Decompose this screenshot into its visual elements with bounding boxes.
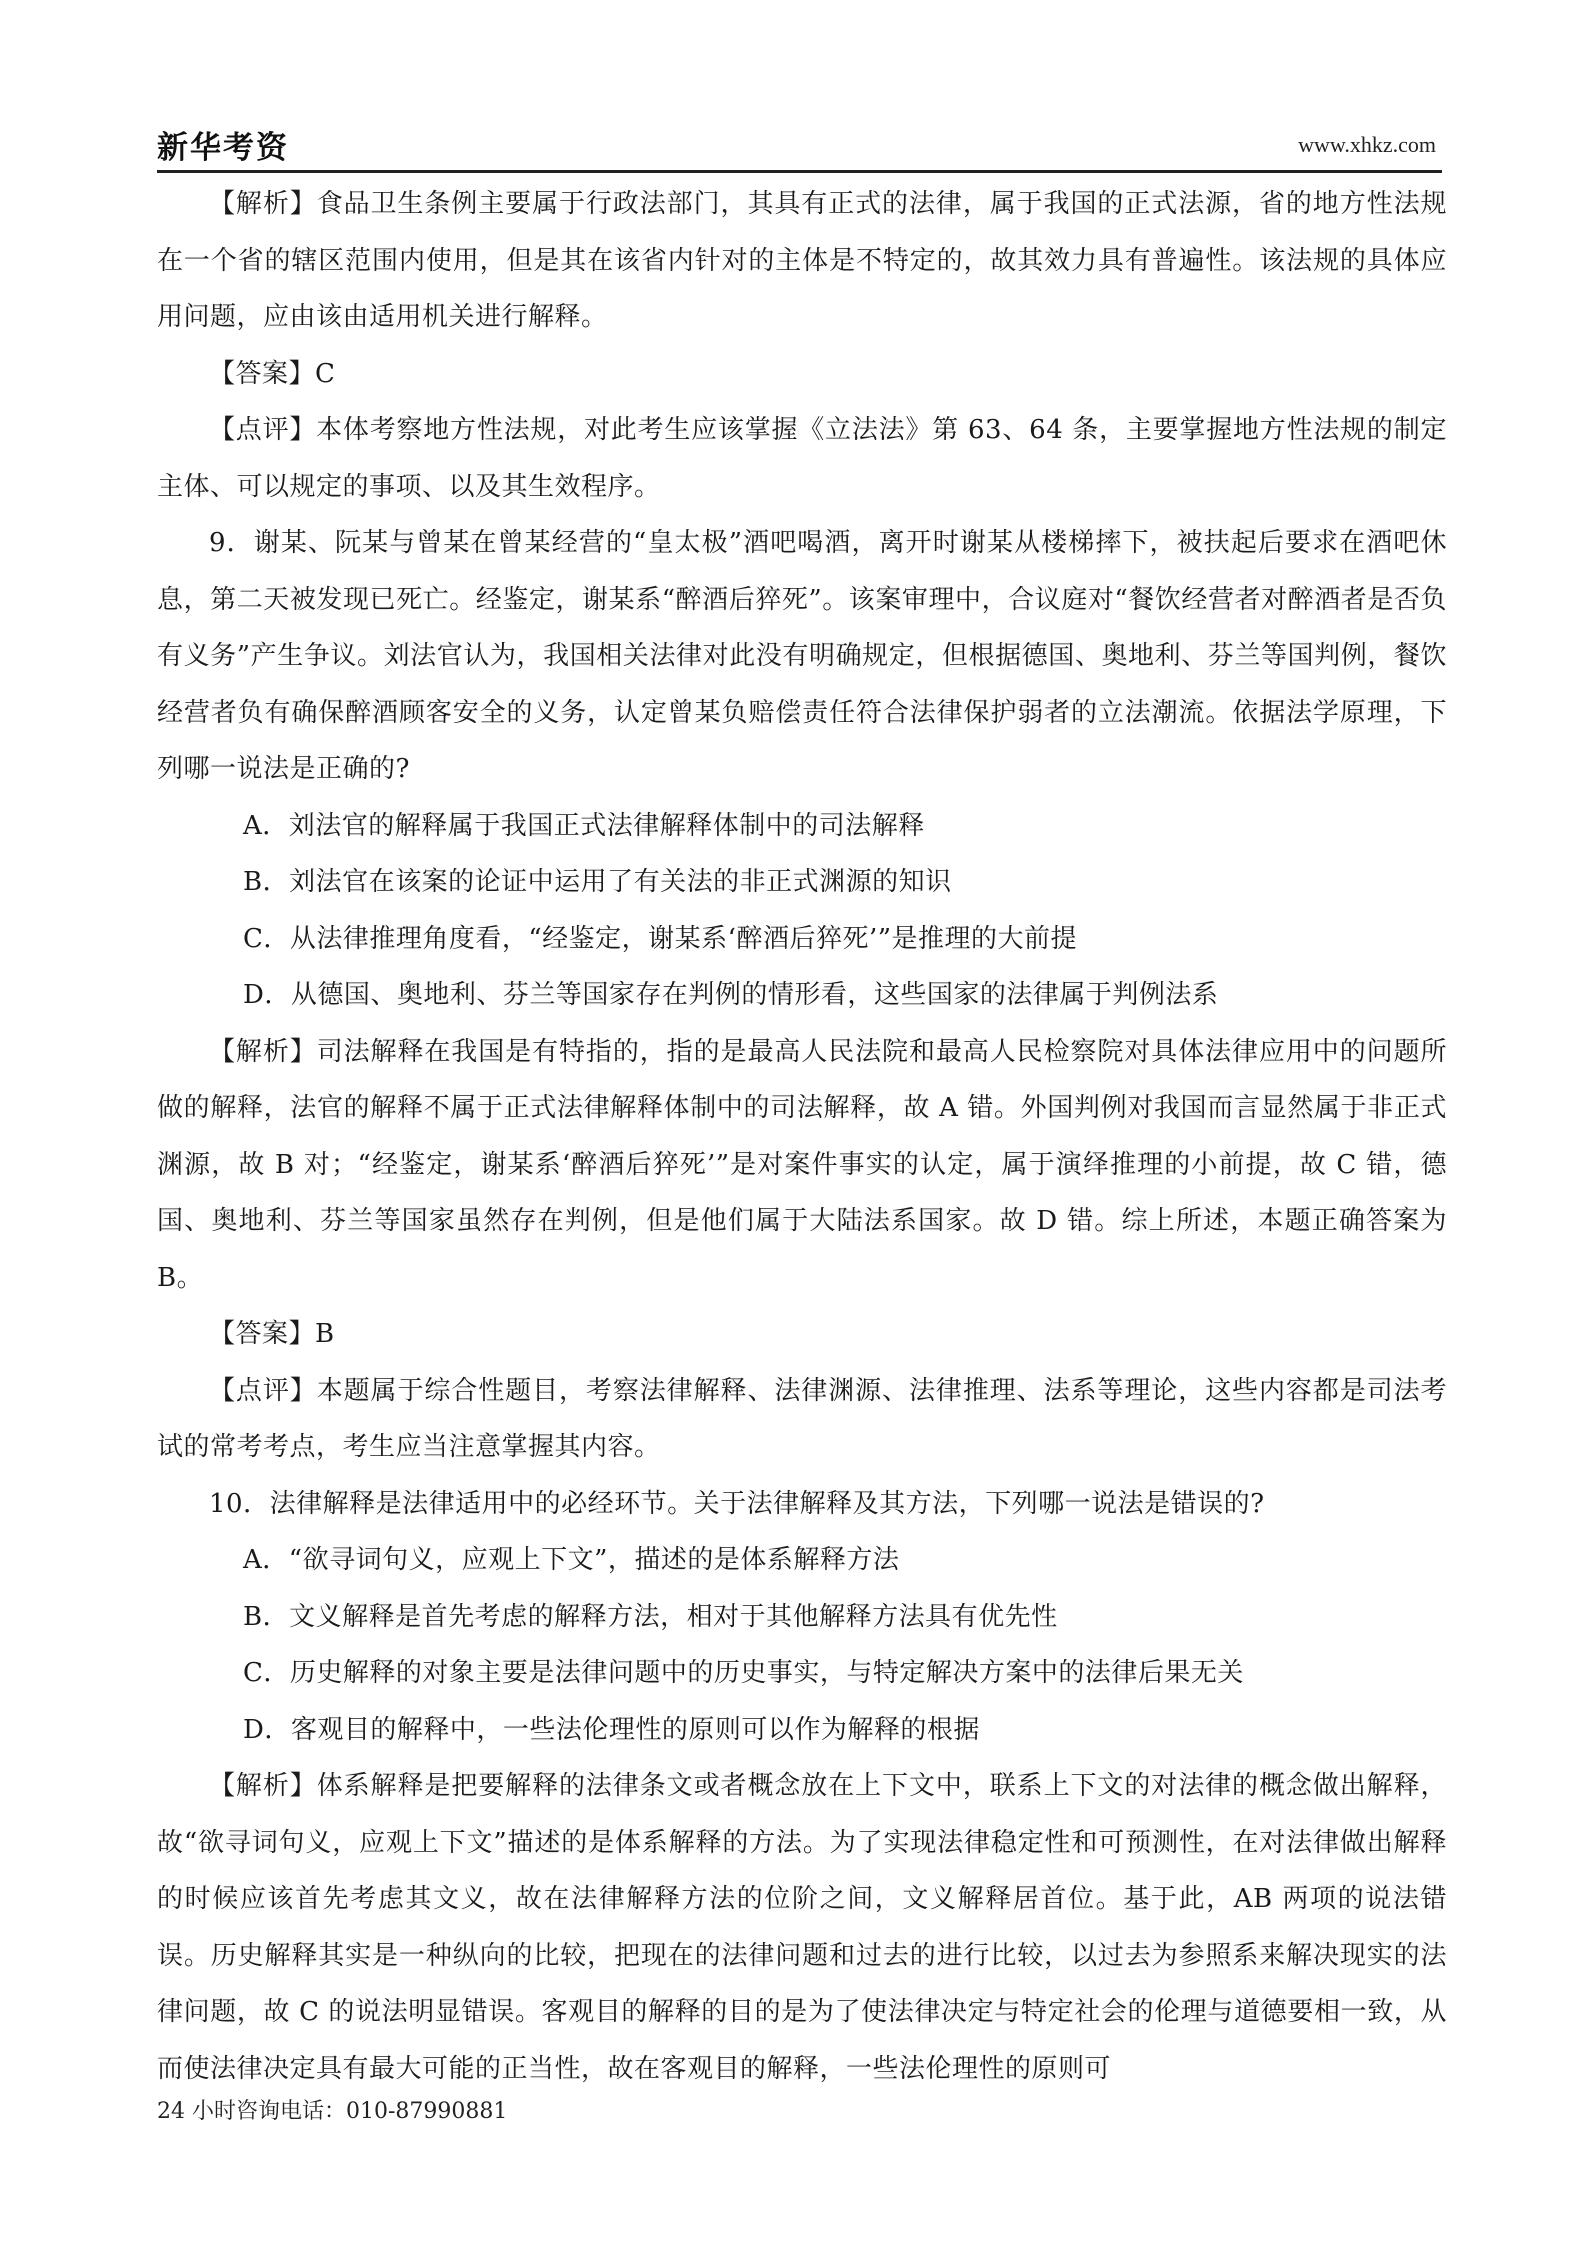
q9-option-b: B．刘法官在该案的论证中运用了有关法的非正式渊源的知识 [243, 867, 952, 897]
analysis-q10: 【解析】体系解释是把要解释的法律条文或者概念放在上下文中，联系上下文的对法律的概念做出解释，故“欲寻词句义，应观上下文”描述的是体系解释的方法。为了实现法律稳定性和可预测性，在对法律做出解释的时候应该首先考虑其文义，故在法律解释方法的位阶之间，文义解释居首位。基于此，AB 两项的说法错误。历史解释其实是一种纵向的比较，把现在的法律问题和过去的进行比较，以过去为参照系来解决现实的法律问题，故 C 的说法明显错误。客观目的解释的目的是为了使法律决定与特定社会的伦理与道德要相一致，从而使法律决定具有最大可能的正当性，故在客观目的解释，一些法伦理性的原则可 [157, 1771, 1447, 2084]
q10-option-b: B．文义解释是首先考虑的解释方法，相对于其他解释方法具有优先性 [243, 1601, 1058, 1632]
comment-q8: 【点评】本体考察地方性法规，对此考生应该掌握《立法法》第 63、64 条，主要掌握地方性法规的制定主体、可以规定的事项、以及其生效程序。 [157, 415, 1447, 502]
q10-option-a: A．“欲寻词句义，应观上下文”，描述的是体系解释方法 [243, 1545, 900, 1575]
analysis-q8: 【解析】食品卫生条例主要属于行政法部门，其具有正式的法律，属于我国的正式法源，省的地方性法规在一个省的辖区范围内使用，但是其在该省内针对的主体是不特定的，故其效力具有普遍性。该法规的具体应用问题，应由该由适用机关进行解释。 [157, 189, 1447, 332]
page-footer [157, 2094, 507, 2125]
q10-option-c: C．历史解释的对象主要是法律问题中的历史事实，与特定解决方案中的法律后果无关 [243, 1658, 1244, 1688]
q9-option-a: A．刘法官的解释属于我国正式法律解释体制中的司法解释 [243, 810, 925, 841]
question-9: 9．谢某、阮某与曾某在曾某经营的“皇太极”酒吧喝酒，离开时谢某从楼梯摔下，被扶起后要求在酒吧休息，第二天被发现已死亡。经鉴定，谢某系“醉酒后猝死”。该案审理中，合议庭对“餐饮经营者对醉酒者是否负有义务”产生争议。刘法官认为，我国相关法律对此没有明确规定，但根据德国、奥地利、芬兰等国判例，餐饮经营者负有确保醉酒顾客安全的义务，认定曾某负赔偿责任符合法律保护弱者的立法潮流。依据法学原理，下列哪一说法是正确的? [157, 528, 1447, 784]
comment-q9: 【点评】本题属于综合性题目，考察法律解释、法律渊源、法律推理、法系等理论，这些内容都是司法考试的常考考点，考生应当注意掌握其内容。 [157, 1375, 1447, 1462]
answer-q9: 【答案】B [209, 1319, 335, 1349]
question-10: 10．法律解释是法律适用中的必经环节。关于法律解释及其方法，下列哪一说法是错误的? [209, 1488, 1265, 1519]
website-url[interactable]: www.xhkz.com [1298, 132, 1436, 157]
page-header [157, 116, 1442, 173]
answer-q8: 【答案】C [209, 358, 336, 389]
analysis-q9: 【解析】司法解释在我国是有特指的，指的是最高人民法院和最高人民检察院对具体法律应用中的问题所做的解释，法官的解释不属于正式法律解释体制中的司法解释，故 A 错。外国判例对我国而言显然属于非正式渊源，故 B 对；“经鉴定，谢某系‘醉酒后猝死’”是对案件事实的认定，属于演绎推理的小前提，故 C 错，德国、奥地利、芬兰等国家虽然存在判例，但是他们属于大陆法系国家。故 D 错。综上所述，本题正确答案为 B。 [157, 1036, 1447, 1293]
q9-option-d: D．从德国、奥地利、芬兰等国家存在判例的情形看，这些国家的法律属于判例法系 [243, 980, 1219, 1010]
document-body [157, 176, 1447, 2097]
hotline-text: 24 小时咨询电话：010-87990881 [157, 2099, 508, 2124]
brand-title: 新华考资 [157, 130, 289, 166]
q10-option-d: D．客观目的解释中，一些法伦理性的原则可以作为解释的根据 [243, 1714, 980, 1745]
q9-option-c: C．从法律推理角度看，“经鉴定，谢某系‘醉酒后猝死’”是推理的大前提 [243, 923, 1078, 954]
